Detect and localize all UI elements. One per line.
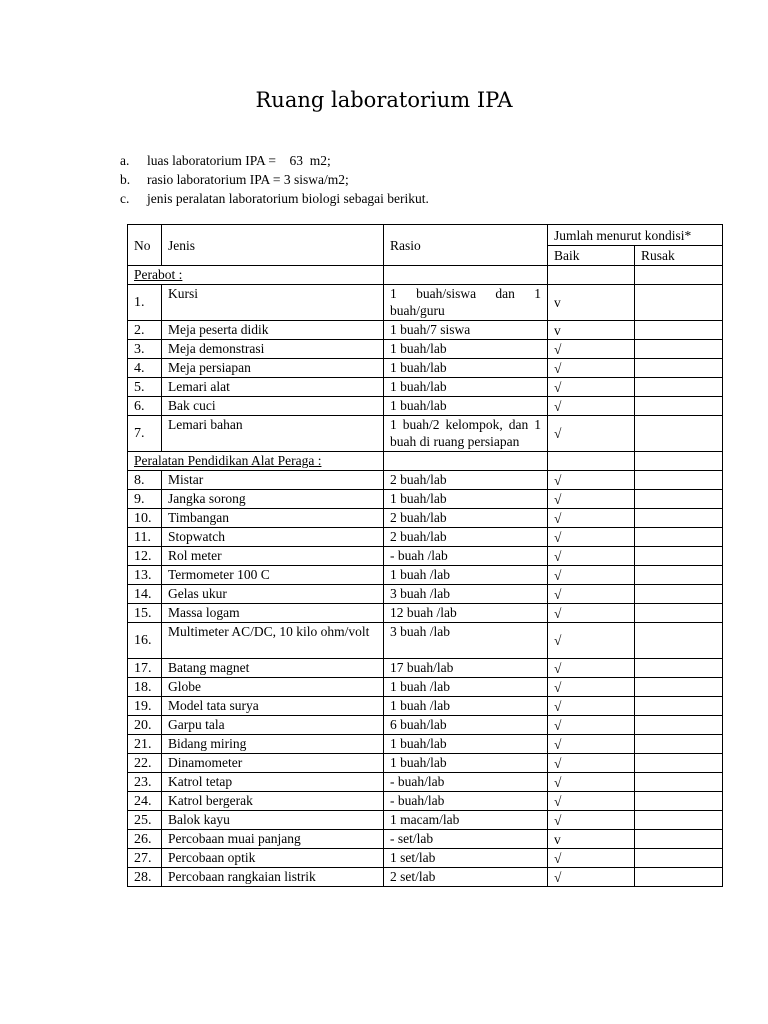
inventory-table [127,224,723,887]
section-title: Perabot : [128,266,384,285]
row-rasio [384,359,548,378]
row-baik: √ [548,547,635,566]
row-baik: √ [548,340,635,359]
row-jenis-text: Jangka sorong [168,491,246,506]
row-rasio-text: 1 buah/7 siswa [390,322,471,337]
table-row [128,528,723,547]
table-row [128,623,723,659]
row-number: 12. [128,547,162,566]
row-jenis [162,359,384,378]
row-jenis [162,697,384,716]
row-jenis [162,678,384,697]
row-rasio-text: 1 buah /lab [390,679,450,694]
table-row [128,792,723,811]
row-rusak [635,547,723,566]
row-number: 2. [128,321,162,340]
table-row [128,378,723,397]
row-rusak [635,397,723,416]
row-rasio-text: 1 macam/lab [390,812,460,827]
row-rasio-text: 3 buah /lab [390,624,450,639]
row-jenis-text: Mistar [168,472,204,487]
row-rasio-text: 1 buah/lab [390,491,447,506]
row-jenis-text: Meja peserta didik [168,322,269,337]
row-rusak [635,378,723,397]
row-baik: v [548,321,635,340]
row-jenis-text: Percobaan muai panjang [168,831,301,846]
row-rusak [635,340,723,359]
table-row [128,735,723,754]
row-rasio [384,849,548,868]
row-jenis-text: Lemari bahan [168,417,243,432]
table-row [128,604,723,623]
row-baik: √ [548,792,635,811]
row-number: 11. [128,528,162,547]
row-baik: v [548,285,635,321]
row-jenis [162,659,384,678]
row-jenis-text: Percobaan rangkaian listrik [168,869,316,884]
row-jenis-text: Stopwatch [168,529,225,544]
table-row [128,397,723,416]
document-title: Ruang laboratorium IPA [255,88,513,112]
intro-marker: b. [120,172,131,187]
row-rasio [384,566,548,585]
row-jenis [162,623,384,659]
table-row [128,754,723,773]
row-rusak [635,528,723,547]
row-jenis [162,566,384,585]
table-row [128,868,723,887]
row-rasio-text: 2 buah/lab [390,472,447,487]
row-jenis-text: Rol meter [168,548,222,563]
row-number: 8. [128,471,162,490]
row-rusak [635,659,723,678]
row-rasio-text: 1 buah/lab [390,379,447,394]
row-rusak [635,735,723,754]
row-jenis [162,490,384,509]
row-jenis [162,285,384,321]
row-jenis-text: Massa logam [168,605,240,620]
row-jenis-text: Meja demonstrasi [168,341,265,356]
row-jenis [162,849,384,868]
row-number: 15. [128,604,162,623]
row-baik: √ [548,868,635,887]
row-rasio-text: 2 set/lab [390,869,436,884]
row-rasio [384,697,548,716]
row-rasio-text: 6 buah/lab [390,717,447,732]
table-row [128,359,723,378]
row-baik: √ [548,735,635,754]
row-jenis [162,547,384,566]
table-header-row [128,225,723,246]
row-baik: √ [548,397,635,416]
row-rusak [635,285,723,321]
row-jenis-text: Globe [168,679,201,694]
row-number: 18. [128,678,162,697]
row-rasio [384,340,548,359]
row-rasio-text: 1 buah/siswa dan 1 buah/guru [390,286,541,318]
header-kondisi: Jumlah menurut kondisi* [548,225,723,246]
row-jenis [162,716,384,735]
row-baik: √ [548,811,635,830]
row-rusak [635,585,723,604]
row-rusak [635,509,723,528]
row-rasio-text: - buah/lab [390,774,445,789]
row-jenis-text: Dinamometer [168,755,243,770]
intro-item [120,151,429,170]
row-rusak [635,849,723,868]
header-jenis: Jenis [162,225,384,266]
row-baik: √ [548,623,635,659]
row-jenis-text: Termometer 100 C [168,567,270,582]
row-rasio [384,659,548,678]
row-number: 10. [128,509,162,528]
intro-marker: a. [120,153,130,168]
row-rasio [384,773,548,792]
row-number: 17. [128,659,162,678]
row-baik: √ [548,604,635,623]
row-baik: √ [548,697,635,716]
row-jenis [162,830,384,849]
table-row [128,811,723,830]
row-baik: √ [548,471,635,490]
row-rasio-text: 2 buah/lab [390,510,447,525]
row-rusak [635,754,723,773]
row-jenis [162,773,384,792]
row-rasio [384,585,548,604]
row-jenis [162,471,384,490]
row-number: 3. [128,340,162,359]
header-baik: Baik [548,246,635,266]
row-rasio-text: 17 buah/lab [390,660,454,675]
row-number: 25. [128,811,162,830]
section-row [128,452,723,471]
row-rusak [635,604,723,623]
row-rasio-text: 1 buah/lab [390,398,447,413]
row-rusak [635,321,723,340]
row-jenis-text: Gelas ukur [168,586,227,601]
row-baik: v [548,830,635,849]
row-number: 27. [128,849,162,868]
intro-text: luas laboratorium IPA = 63 m2; [147,153,331,168]
row-rasio [384,416,548,452]
row-baik: √ [548,754,635,773]
row-number: 16. [128,623,162,659]
row-rasio-text: 12 buah /lab [390,605,457,620]
row-jenis [162,340,384,359]
row-rusak [635,811,723,830]
row-jenis [162,509,384,528]
table-row [128,678,723,697]
row-baik: √ [548,716,635,735]
row-number: 22. [128,754,162,773]
row-rasio-text: 1 buah/lab [390,755,447,770]
row-number: 1. [128,285,162,321]
row-rasio-text: 1 buah/lab [390,360,447,375]
table-row [128,547,723,566]
row-number: 5. [128,378,162,397]
row-rusak [635,490,723,509]
row-jenis-text: Timbangan [168,510,230,525]
row-rasio [384,792,548,811]
row-rusak [635,697,723,716]
intro-text: rasio laboratorium IPA = 3 siswa/m2; [147,172,349,187]
row-jenis-text: Katrol tetap [168,774,233,789]
table-row [128,849,723,868]
row-jenis [162,585,384,604]
row-rusak [635,678,723,697]
row-rasio-text: 1 buah /lab [390,567,450,582]
intro-text: jenis peralatan laboratorium biologi sebagai berikut. [147,191,429,206]
empty-cell [635,266,723,285]
row-jenis-text: Katrol bergerak [168,793,253,808]
row-baik: √ [548,416,635,452]
row-rusak [635,716,723,735]
row-jenis [162,792,384,811]
row-rasio [384,528,548,547]
row-jenis [162,754,384,773]
row-rusak [635,868,723,887]
table-row [128,659,723,678]
row-baik: √ [548,566,635,585]
table-row [128,773,723,792]
row-baik: √ [548,585,635,604]
row-number: 19. [128,697,162,716]
table-row [128,416,723,452]
row-rusak [635,566,723,585]
empty-cell [548,452,635,471]
row-jenis [162,811,384,830]
row-rasio [384,678,548,697]
row-rusak [635,359,723,378]
empty-cell [384,266,548,285]
row-rasio [384,490,548,509]
row-rasio-text: 3 buah /lab [390,586,450,601]
row-rusak [635,792,723,811]
header-rasio: Rasio [384,225,548,266]
row-jenis [162,868,384,887]
table-row [128,509,723,528]
row-rasio-text: - buah /lab [390,548,448,563]
section-title: Peralatan Pendidikan Alat Peraga : [128,452,384,471]
row-rasio [384,811,548,830]
row-rasio-text: 1 buah/lab [390,736,447,751]
row-number: 26. [128,830,162,849]
row-jenis-text: Bak cuci [168,398,216,413]
row-rasio [384,397,548,416]
row-jenis [162,735,384,754]
table-row [128,285,723,321]
row-rasio [384,716,548,735]
row-jenis [162,528,384,547]
row-jenis-text: Percobaan optik [168,850,256,865]
row-number: 13. [128,566,162,585]
row-rasio [384,321,548,340]
intro-list [120,151,429,208]
table-row [128,716,723,735]
row-baik: √ [548,359,635,378]
row-number: 4. [128,359,162,378]
row-rasio-text: - buah/lab [390,793,445,808]
row-jenis-text: Batang magnet [168,660,250,675]
row-rasio-text: 1 buah/2 kelompok, dan 1 buah di ruang persiapan [390,417,541,449]
header-no: No [128,225,162,266]
row-rasio [384,735,548,754]
row-number: 6. [128,397,162,416]
row-jenis-text: Garpu tala [168,717,225,732]
row-rusak [635,471,723,490]
empty-cell [548,266,635,285]
row-jenis-text: Meja persiapan [168,360,251,375]
row-baik: √ [548,678,635,697]
intro-item [120,170,429,189]
row-baik: √ [548,378,635,397]
row-jenis-text: Lemari alat [168,379,230,394]
row-rasio [384,604,548,623]
row-jenis [162,321,384,340]
row-jenis [162,378,384,397]
row-baik: √ [548,659,635,678]
row-rasio [384,285,548,321]
row-rasio-text: - set/lab [390,831,434,846]
row-rasio [384,547,548,566]
row-number: 23. [128,773,162,792]
row-rasio [384,754,548,773]
row-rasio [384,509,548,528]
table-row [128,340,723,359]
row-number: 7. [128,416,162,452]
row-rusak [635,773,723,792]
row-baik: √ [548,849,635,868]
table-row [128,566,723,585]
row-rasio [384,378,548,397]
row-jenis [162,397,384,416]
row-rasio-text: 1 set/lab [390,850,436,865]
intro-marker: c. [120,191,130,206]
table-row [128,585,723,604]
row-number: 28. [128,868,162,887]
table-row [128,830,723,849]
row-rasio [384,471,548,490]
row-jenis-text: Kursi [168,286,198,301]
row-jenis [162,416,384,452]
row-rusak [635,416,723,452]
table-row [128,490,723,509]
row-rasio-text: 1 buah/lab [390,341,447,356]
row-rusak [635,623,723,659]
row-baik: √ [548,528,635,547]
row-rasio [384,868,548,887]
table-row [128,471,723,490]
section-row [128,266,723,285]
row-jenis-text: Balok kayu [168,812,230,827]
row-number: 24. [128,792,162,811]
header-rusak: Rusak [635,246,723,266]
row-rasio [384,830,548,849]
row-jenis [162,604,384,623]
table-row [128,697,723,716]
row-number: 9. [128,490,162,509]
row-rasio-text: 2 buah/lab [390,529,447,544]
row-jenis-text: Bidang miring [168,736,247,751]
intro-item [120,189,429,208]
empty-cell [384,452,548,471]
row-rusak [635,830,723,849]
row-jenis-text: Multimeter AC/DC, 10 kilo ohm/volt [168,624,370,639]
row-baik: √ [548,490,635,509]
row-baik: √ [548,509,635,528]
row-number: 20. [128,716,162,735]
row-jenis-text: Model tata surya [168,698,259,713]
row-baik: √ [548,773,635,792]
row-number: 14. [128,585,162,604]
row-rasio [384,623,548,659]
row-rasio-text: 1 buah /lab [390,698,450,713]
table-row [128,321,723,340]
empty-cell [635,452,723,471]
row-number: 21. [128,735,162,754]
